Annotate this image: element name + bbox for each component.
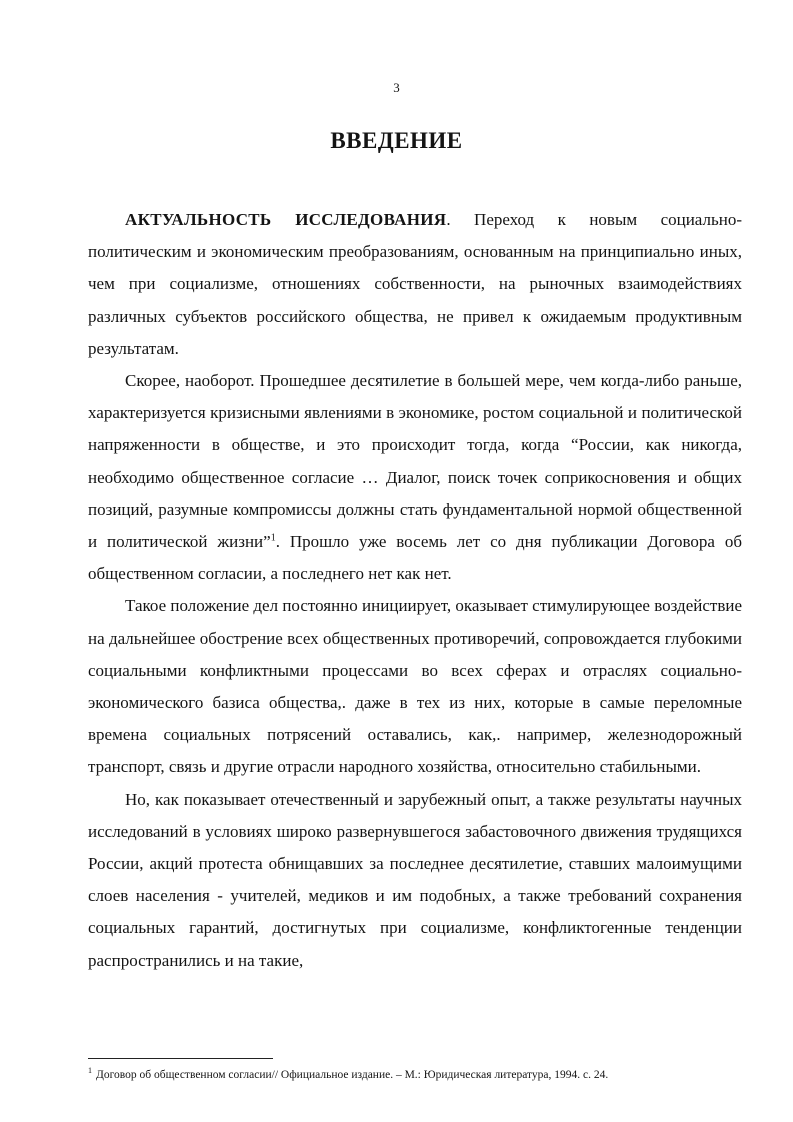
paragraph-text: . Переход к новым социально-политическим и экономическим преобразованиям, основанным на принципиально иных, чем при социализме, отношениях собственности, на рыночных взаимодействиях различных субъектов российского общества, не привел к ожидаемым продуктивным результатам. <box>88 210 742 358</box>
paragraph-text: Такое положение дел постоянно инициирует, оказывает стимулирующее воздействие на дальнейшее обострение всех общественных противоречий, сопровождается глубокими социальными конфликтными процессами во всех сферах и отраслях социально-экономического базиса общества,. даже в тех из них, которые в самые переломные времена социальных потрясений оставались, как,. например, железнодорожный транспорт, связь и другие отрасли народного хозяйства, относительно стабильными. <box>88 596 742 777</box>
paragraph-text: . Прошло уже восемь лет со дня публикации Договора об общественном согласии, а последнего нет как нет. <box>88 532 742 584</box>
paragraph-relevance <box>88 204 742 365</box>
body-text <box>88 204 742 977</box>
paragraph-text: Но, как показывает отечественный и зарубежный опыт, а также результаты научных исследований в условиях широко развернувшегося забастовочного движения трудящихся России, акций протеста обнищавших за последнее десятилетие, ставших малоимущими слоев населения - учителей, медиков и им подобных, а также требований сохранения социальных гарантий, достигнутых при социализме, конфликтогенные тенденции распространились и на такие, <box>88 789 742 970</box>
footnote-divider <box>88 1058 273 1059</box>
footnote-reference: 1 <box>270 532 276 544</box>
page-number: 3 <box>393 80 400 95</box>
section-lead-heading: АКТУАЛЬНОСТЬ ИССЛЕДОВАНИЯ <box>125 210 447 229</box>
paragraph-experience <box>88 784 742 977</box>
paragraph-contradictions <box>88 590 742 783</box>
paragraph-crisis <box>88 365 742 590</box>
page-title: ВВЕДЕНИЕ <box>330 128 463 153</box>
footnote-text: Договор об общественном согласии// Официальное издание. – М.: Юридическая литература, 1994. с. 24. <box>96 1069 609 1081</box>
paragraph-text: Скорее, наоборот. Прошедшее десятилетие в большей мере, чем когда-либо раньше, характеризуется кризисными явлениями в экономике, ростом социальной и политической напряженности в обществе, и это происходит тогда, когда “России, как никогда, необходимо общественное согласие … Диалог, поиск точек соприкосновения и общих позиций, разумные компромиссы должны стать фундаментальной нормой общественной и политической жизни” <box>88 371 742 552</box>
footnote-number: 1 <box>88 1066 92 1076</box>
footnote <box>88 1068 742 1082</box>
